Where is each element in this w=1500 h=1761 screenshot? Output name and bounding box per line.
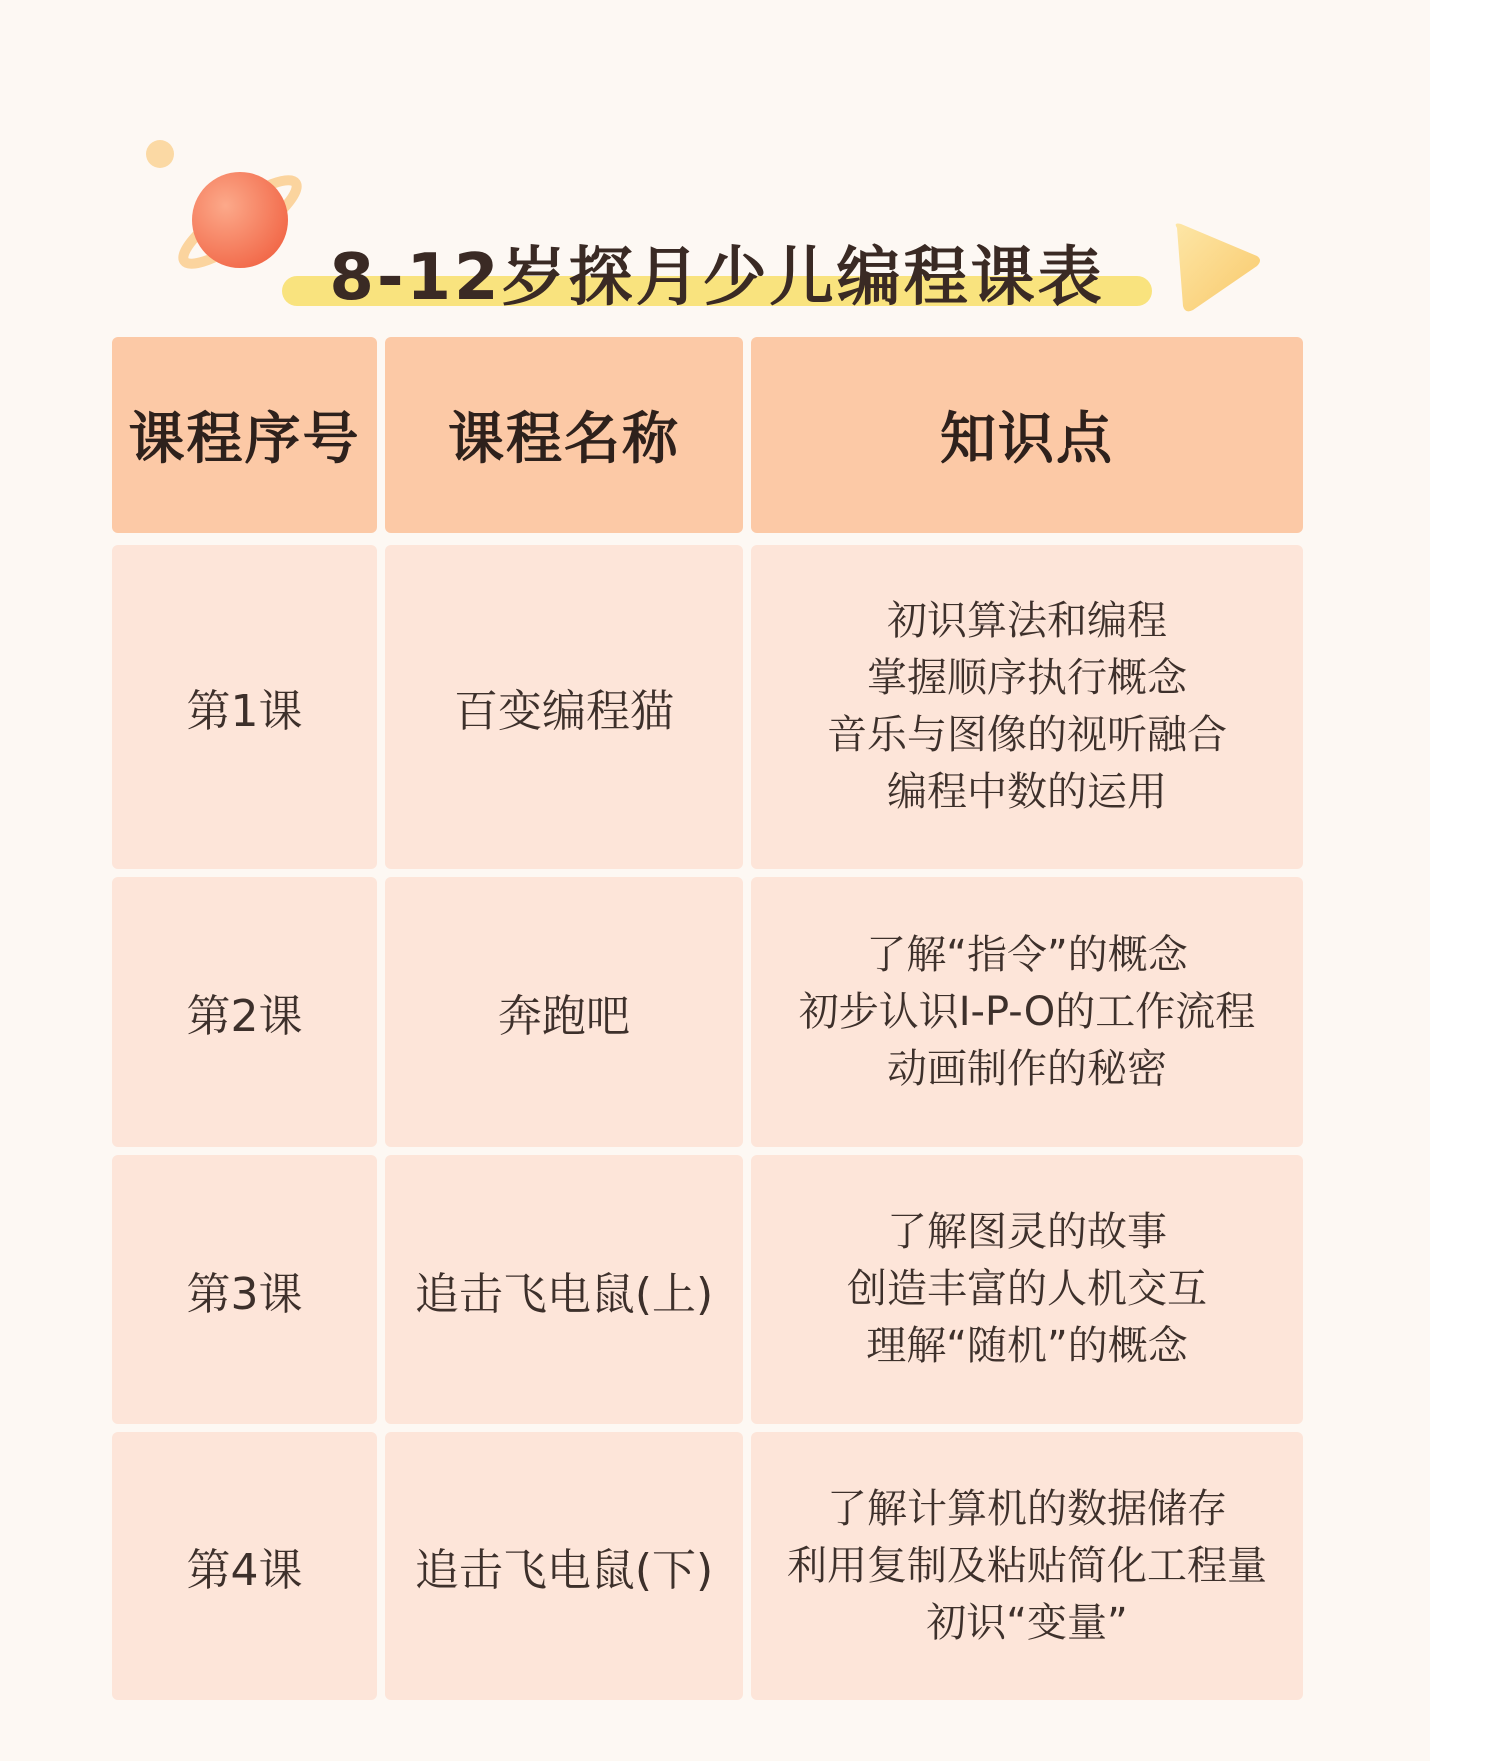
lesson-number-cell: 第4课	[112, 1432, 377, 1700]
lesson-number-cell: 第2课	[112, 877, 377, 1147]
knowledge-point: 初识“变量”	[926, 1599, 1128, 1646]
knowledge-points-cell	[751, 1155, 1303, 1424]
header-lesson-number: 课程序号	[112, 337, 377, 533]
knowledge-points-cell	[751, 1432, 1303, 1700]
knowledge-point: 掌握顺序执行概念	[867, 655, 1187, 701]
knowledge-point: 音乐与图像的视听融合	[827, 712, 1227, 758]
play-triangle-icon	[1165, 218, 1265, 318]
knowledge-point: 利用复制及粘贴简化工程量	[787, 1542, 1267, 1589]
header-lesson-name: 课程名称	[385, 337, 743, 533]
title-block	[282, 238, 1152, 318]
page-title: 8-12岁探月少儿编程课表	[329, 241, 1105, 315]
knowledge-point: 编程中数的运用	[887, 769, 1167, 815]
knowledge-point: 了解“指令”的概念	[866, 931, 1188, 978]
right-margin	[1430, 0, 1500, 1761]
lesson-number-cell: 第1课	[112, 545, 377, 869]
knowledge-point: 初识算法和编程	[887, 598, 1167, 644]
knowledge-points-cell	[751, 877, 1303, 1147]
knowledge-point: 了解图灵的故事	[887, 1209, 1167, 1255]
knowledge-points-cell	[751, 545, 1303, 869]
knowledge-point: 理解“随机”的概念	[866, 1323, 1188, 1369]
lesson-name-cell: 百变编程猫	[385, 545, 743, 869]
header-knowledge-points: 知识点	[751, 337, 1303, 533]
lesson-number-cell: 第3课	[112, 1155, 377, 1424]
knowledge-point: 了解计算机的数据储存	[827, 1485, 1227, 1532]
lesson-name-cell: 追击飞电鼠(上)	[385, 1155, 743, 1424]
lesson-name-cell: 追击飞电鼠(下)	[385, 1432, 743, 1700]
knowledge-point: 动画制作的秘密	[887, 1045, 1167, 1092]
knowledge-point: 初步认识I-P-O的工作流程	[798, 988, 1256, 1035]
knowledge-point: 创造丰富的人机交互	[847, 1266, 1207, 1312]
lesson-name-cell: 奔跑吧	[385, 877, 743, 1147]
